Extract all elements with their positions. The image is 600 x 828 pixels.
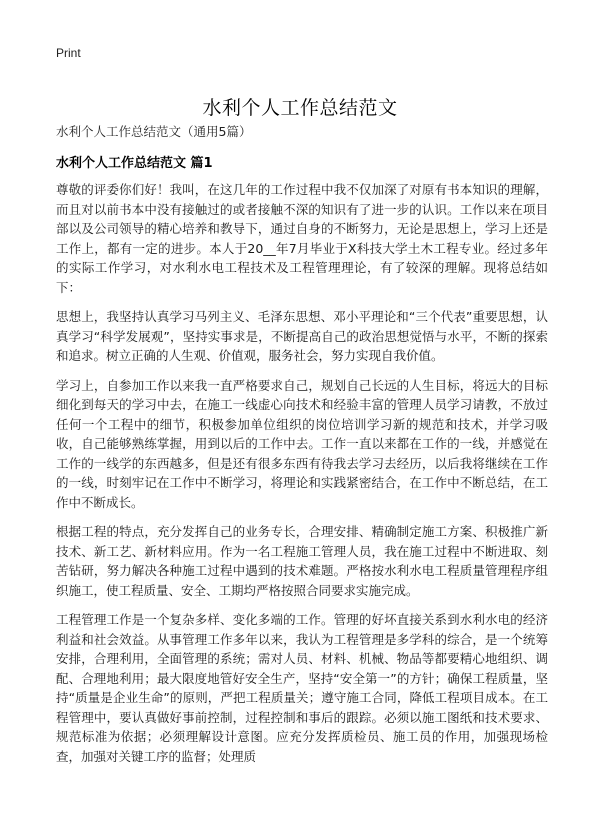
- document-subtitle: 水利个人工作总结范文（通用5篇）: [56, 124, 252, 139]
- document-title: 水利个人工作总结范文: [202, 96, 398, 119]
- paragraph-5: 工程管理工作是一个复杂多样、变化多端的工作。管理的好坏直接关系到水利水电的经济利益和社会效益。从事管理工作多年以来，我认为工程管理是多学科的综合，是一个统筹安排，合理利用，全面管理的系统；需对人员、材料、机械、物品等都要精心地组织、调配、合理地利用；最大限度地管好安全生产，坚持“安全第一”的方针；确保工程质量，坚持“质量是企业生命”的原则，严把工程质量关；遵守施工合同，降低工程项目成本。在工程管理中，要认真做好事前控制，过程控制和事后的跟踪。必须以施工图纸和技术要求、规范标准为依据；必须理解设计意图。应充分发挥质检员、施工员的作用，加强现场检查，加强对关键工序的监督；处理质: [56, 612, 548, 764]
- paragraph-3: 学习上，自参加工作以来我一直严格要求自己，规划自己长远的人生目标，将远大的目标细化到每天的学习中去，在施工一线虚心向技术和经验丰富的管理人员学习请教，不放过任何一个工程中的细节，积极参加单位组织的岗位培训学习新的规范和技术，并学习吸收，自己能够熟练掌握，用到以后的工作中去。工作一直以来都在工作的一线，并感觉在工作的一线学的东西越多，但是还有很多东西有待我去学习去经历，以后我将继续在工作的一线，时刻牢记在工作中不断学习，将理论和实践紧密结合，在工作中不断总结，在工作中不断成长。: [56, 377, 548, 510]
- paragraph-4: 根据工程的特点，充分发挥自己的业务专长，合理安排、精确制定施工方案、积极推广新技术、新工艺、新材料应用。作为一名工程施工管理人员，我在施工过程中不断进取、刻苦钻研，努力解决各种施工过程中遇到的技术难题。严格按水利水电工程质量管理程序组织施工，使工程质量、安全、工期均严格按照合同要求实施完成。: [56, 524, 548, 598]
- section-heading: 水利个人工作总结范文 篇1: [56, 156, 213, 171]
- print-label[interactable]: Print: [56, 46, 81, 60]
- document-body: [56, 180, 548, 776]
- paragraph-1: 尊敬的评委你们好！我叫，在这几年的工作过程中我不仅加深了对原有书本知识的理解，而且对以前书本中没有接触过的或者接触不深的知识有了进一步的认识。工作以来在项目部以及公司领导的精心培养和教导下，通过自身的不断努力，无论是思想上，学习上还是工作上，都有一定的进步。本人于20__年7月毕业于X科技大学土木工程专业。经过多年的实际工作学习，对水利水电工程技术及工程管理理论，有了较深的理解。现将总结如下：: [56, 182, 548, 295]
- paragraph-2: 思想上，我坚持认真学习马列主义、毛泽东思想、邓小平理论和“三个代表”重要思想，认真学习“科学发展观”，坚持实事求是，不断提高自己的政治思想觉悟与水平，不断的探索和追求。树立正确的人生观、价值观，服务社会，努力实现自我价值。: [56, 309, 548, 363]
